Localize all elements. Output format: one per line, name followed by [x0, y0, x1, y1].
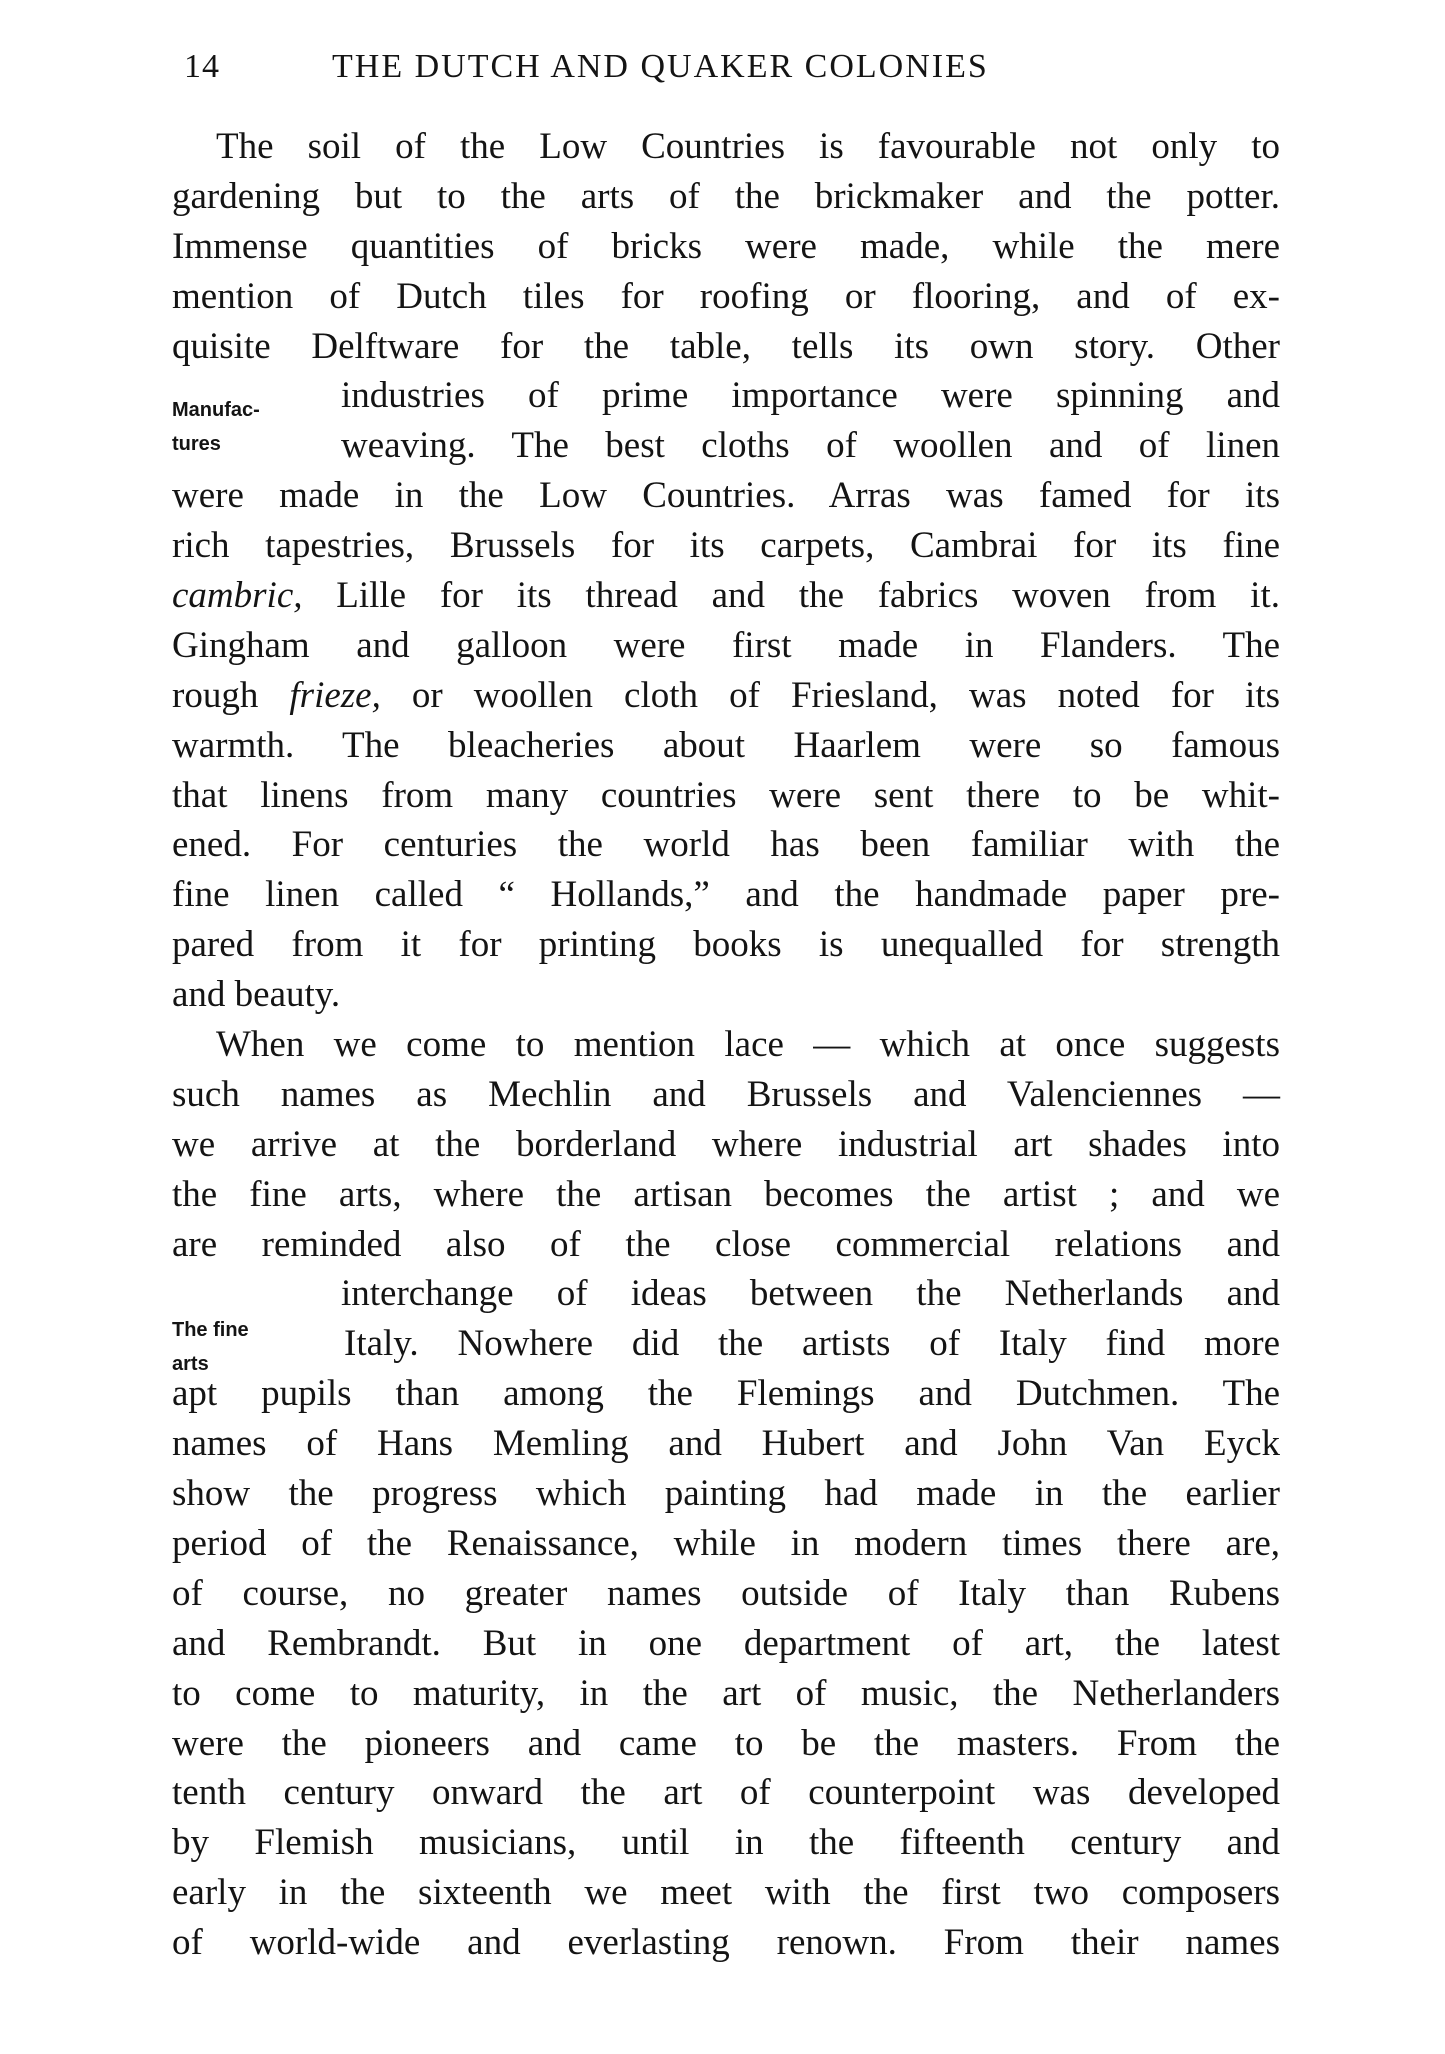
text-line: fine linen called “ Hollands,” and the handmade paper pre-	[172, 874, 1280, 916]
text-line: rich tapestries, Brussels for its carpets, Cambrai for its fine	[172, 525, 1280, 567]
margin-note-line: arts	[172, 1353, 209, 1375]
text-line	[172, 571, 1280, 621]
text-line: weaving. The best cloths of woollen and of linen	[341, 425, 1280, 467]
text-line: were the pioneers and came to be the masters. From the	[172, 1722, 1280, 1764]
text-line: warmth. The bleacheries about Haarlem were so famous	[172, 724, 1280, 766]
text-line: Gingham and galloon were first made in Flanders. The	[172, 624, 1280, 666]
margin-note-line: Manufac-	[172, 399, 260, 421]
running-head: THE DUTCH AND QUAKER COLONIES	[332, 48, 989, 85]
text-line: period of the Renaissance, while in modern times there are,	[172, 1522, 1280, 1564]
page-header	[172, 42, 1280, 98]
text-run: or woollen cloth of Friesland, was noted for its	[380, 674, 1281, 716]
text-line: Italy. Nowhere did the artists of Italy find more	[344, 1323, 1280, 1365]
text-line: gardening but to the arts of the brickmaker and the potter.	[172, 175, 1280, 217]
text-line: were made in the Low Countries. Arras was famed for its	[172, 475, 1280, 517]
text-line: tenth century onward the art of counterpoint was developed	[172, 1772, 1280, 1814]
paragraph	[172, 122, 1280, 1020]
text-line: The soil of the Low Countries is favourable not only to	[216, 126, 1280, 167]
text-line: of course, no greater names outside of Italy than Rubens	[172, 1572, 1280, 1614]
text-line: quisite Delftware for the table, tells its own story. Other	[172, 325, 1280, 367]
margin-note-line: tures	[172, 433, 221, 455]
text-line: industries of prime importance were spinning and	[341, 375, 1280, 417]
text-line: apt pupils than among the Flemings and Dutchmen. The	[172, 1373, 1280, 1415]
text-line: to come to maturity, in the art of music, the Netherlanders	[172, 1672, 1280, 1714]
text-line: When we come to mention lace — which at once suggests	[216, 1024, 1280, 1066]
text-run: rough	[172, 674, 290, 716]
text-line: of world-wide and everlasting renown. From their names	[172, 1922, 1280, 1964]
text-line: mention of Dutch tiles for roofing or flooring, and of ex-	[172, 275, 1280, 317]
text-line: such names as Mechlin and Brussels and Valenciennes —	[172, 1073, 1280, 1115]
body-text	[172, 122, 1280, 1968]
paragraph	[172, 1020, 1280, 1968]
page-number: 14	[184, 48, 220, 85]
text-line: Immense quantities of bricks were made, while the mere	[172, 225, 1280, 267]
italic-term: cambric,	[172, 575, 303, 617]
text-line: and beauty.	[172, 974, 341, 1016]
text-line: that linens from many countries were sent there to be whit-	[172, 774, 1280, 816]
italic-term: frieze,	[289, 674, 381, 716]
text-line: and Rembrandt. But in one department of art, the latest	[172, 1622, 1280, 1664]
text-line: by Flemish musicians, until in the fifteenth century and	[172, 1822, 1280, 1864]
text-line: pared from it for printing books is unequalled for strength	[172, 924, 1280, 966]
text-run: Lille for its thread and the fabrics woven from it.	[302, 575, 1280, 617]
text-line	[172, 671, 1280, 721]
text-line: we arrive at the borderland where industrial art shades into	[172, 1123, 1280, 1165]
margin-note-line: The fine	[172, 1319, 249, 1341]
text-line: ened. For centuries the world has been familiar with the	[172, 824, 1280, 866]
text-line: interchange of ideas between the Netherlands and	[341, 1273, 1280, 1315]
text-line: show the progress which painting had made in the earlier	[172, 1473, 1280, 1515]
text-line: early in the sixteenth we meet with the first two composers	[172, 1872, 1280, 1914]
text-line: the fine arts, where the artisan becomes the artist ; and we	[172, 1173, 1280, 1215]
text-line: names of Hans Memling and Hubert and John Van Eyck	[172, 1423, 1280, 1465]
text-line: are reminded also of the close commercial relations and	[172, 1223, 1280, 1265]
